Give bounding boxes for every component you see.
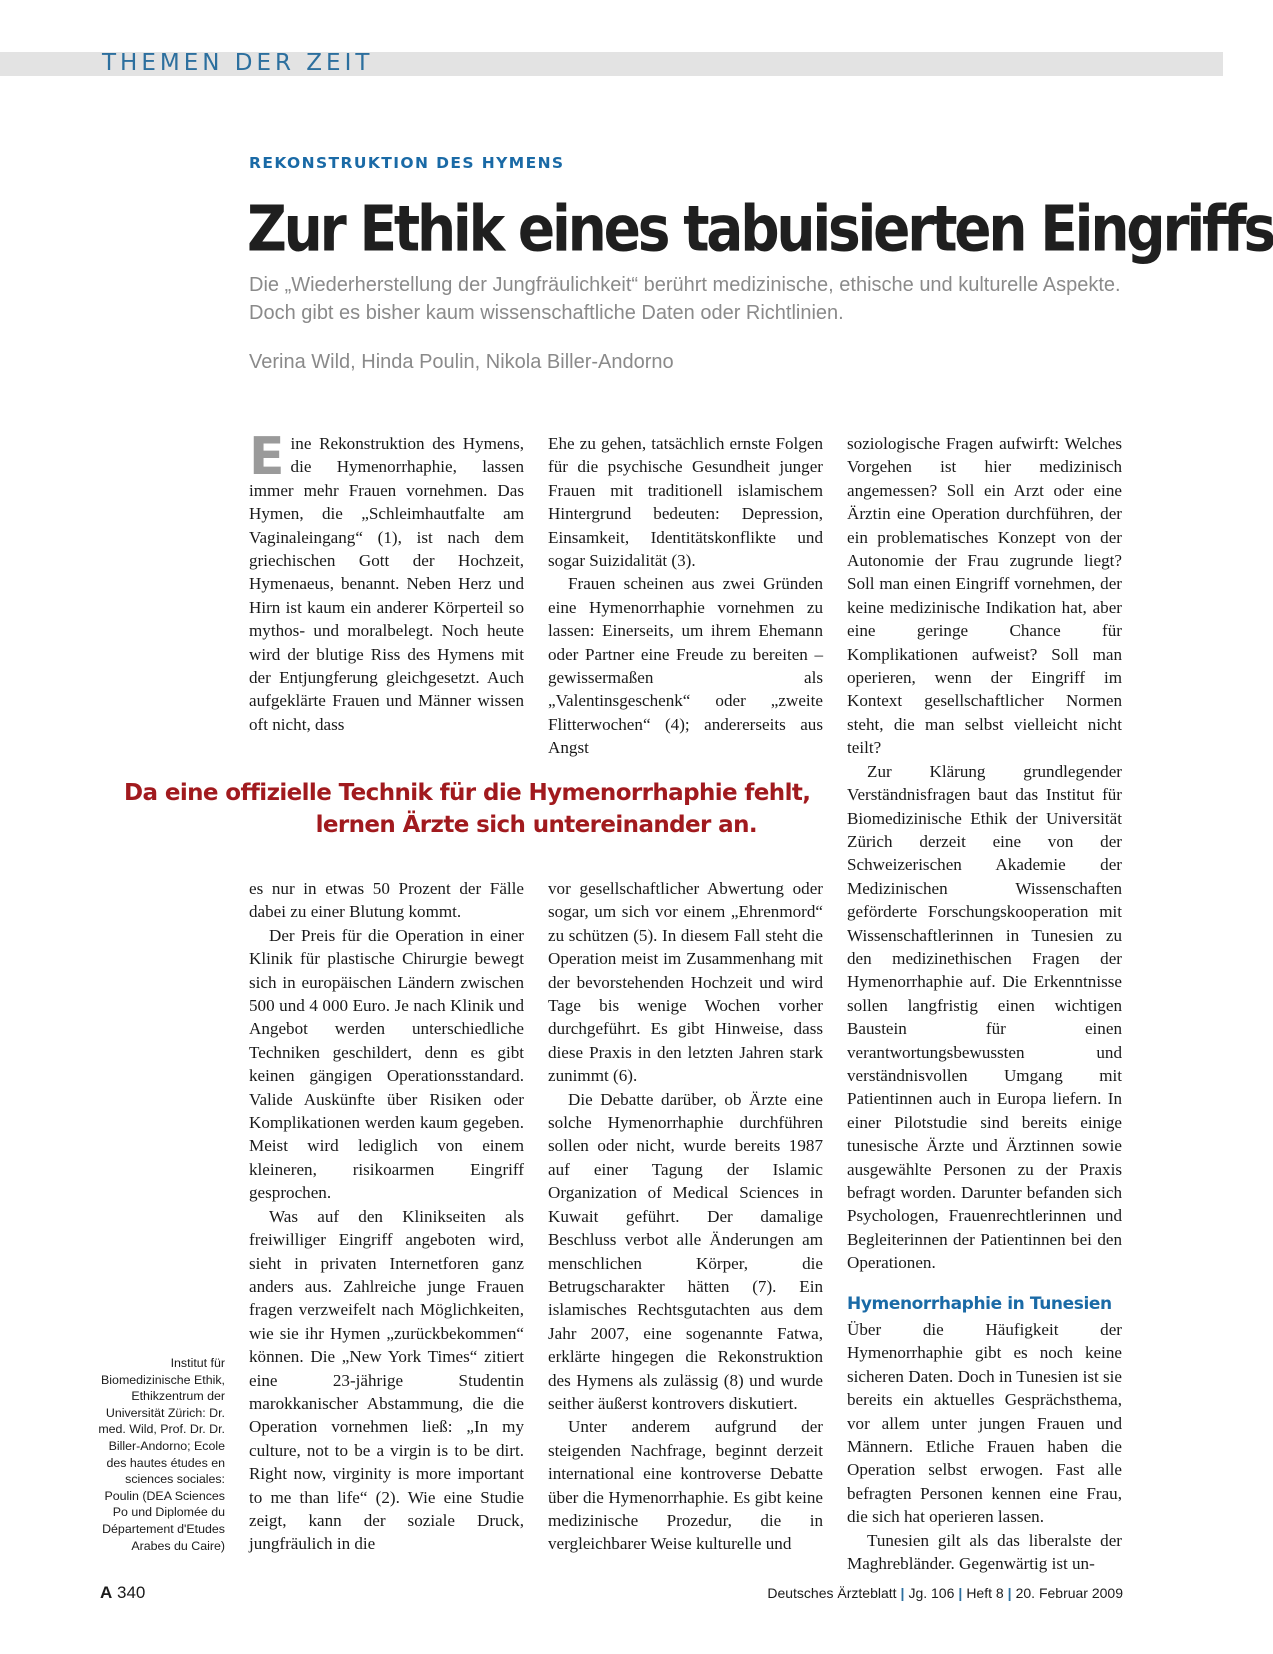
- paragraph: Tunesien gilt als das liberalste der Maghrebländer. Gegenwärtig ist un-: [847, 1530, 1122, 1574]
- separator: |: [900, 1585, 905, 1601]
- article-kicker: REKONSTRUKTION DES HYMENS: [249, 154, 565, 172]
- paragraph: Unter anderem aufgrund der steigenden Nachfrage, beginnt derzeit international eine kontroverse Debatte über die Hymenorrhaphie. Es gibt keine medizinische Prozedur, die in vergleichbarer Weise kulturelle und: [548, 1417, 823, 1554]
- column-1-top: [249, 427, 524, 738]
- paragraph: Zur Klärung grundlegender Verständnisfragen baut das Institut für Biomedizinische Ethik der Universität Zürich derzeit eine von der Schweizerischen Akademie der Medizinischen Wissenschaften geförderte Forschungskooperation mit Wissenschaftlerinnen in Tunesien zu den medizinethischen Fragen der Hymenorrhaphie auf. Die Erkenntnisse sollen langfristig einen wichtigen Baustein für einen verantwortungsbewussten und verständnisvollen Umgang mit Patientinnen auch in Europa liefern. In einer Pilotstudie sind bereits einige tunesische Ärzte und Ärztinnen sowie ausgewählte Personen zu der Praxis befragt worden. Darunter befanden sich Psychologen, Frauenrechtlerinnen und Begleiterinnen der Patientinnen bei den Operationen.: [847, 761, 1122, 1273]
- page-number-value: 340: [117, 1583, 146, 1602]
- pull-quote: [124, 777, 811, 841]
- pull-quote-line: lernen Ärzte sich untereinander an.: [315, 812, 757, 838]
- paragraph: es nur in etwas 50 Prozent der Fälle dabei zu einer Blutung kommt.: [249, 879, 524, 922]
- column-2-top: [548, 432, 823, 758]
- column-1-bottom: [249, 877, 524, 1562]
- paragraph: Die Debatte darüber, ob Ärzte eine solche Hymenorrhaphie durchführen sollen oder nicht, wurde bereits 1987 auf einer Tagung der Islamic Organization of Medical Sciences in Kuwait geführt. Der damalige Beschluss verbot alle Änderungen am menschlichen Körper, die Betrugscharakter hätten (7). Ein islamisches Rechtsgutachten aus dem Jahr 2007, eine sogenannte Fatwa, erklärte hingegen die Rekonstruktion des Hymens als zulässig (8) und wurde seither äußerst kontrovers diskutiert.: [548, 1089, 823, 1413]
- page-number: [100, 1583, 145, 1603]
- paragraph: [249, 427, 524, 736]
- column-3: [847, 432, 1122, 1574]
- paragraph-text: ine Rekonstruktion des Hymens, die Hymenorrhaphie, lassen immer mehr Frauen vornehmen. Das Hymen, die „Schleimhautfalte am Vaginaleingang“ (1), ist nach dem griechischen Gott der Hochzeit, Hymenaeus, benannt. Neben Herz und Hirn ist kaum ein anderer Körperteil so mythos- und moralbelegt. Noch heute wird der blutige Riss des Hymens mit der Entjungferung gleichgesetzt. Auch aufgeklärte Frauen und Männer wissen oft nicht, dass: [249, 434, 524, 734]
- paragraph: Über die Häufigkeit der Hymenorrhaphie gibt es noch keine sicheren Daten. Doch in Tunesien ist sie bereits ein aktuelles Gesprächsthema, vor allem unter jungen Frauen und Männern. Etliche Frauen haben die Operation selbst erwogen. Fast alle befragten Personen kennen eine Frau, die sich hat operieren lassen.: [847, 1320, 1122, 1527]
- journal-date: 20. Februar 2009: [1015, 1585, 1123, 1601]
- separator: |: [1007, 1585, 1012, 1601]
- section-tag: THEMEN DER ZEIT: [102, 50, 374, 76]
- paragraph: Was auf den Klinikseiten als freiwilliger Eingriff angeboten wird, sieht in privaten Internetforen ganz anders aus. Zahlreiche junge Frauen fragen verzweifelt nach Möglichkeiten, wie sie ihr Hymen „zurückbekommen“ können. Die „New York Times“ zitiert eine 23-jährige Studentin marokkanischer Abstammung, die die Operation vornehmen ließ: „In my culture, not to be a virgin is to be dirt. Right now, virginity is more important to me than life“ (2). Wie eine Studie zeigt, kann der soziale Druck, jungfräulich in die: [249, 1206, 524, 1554]
- paragraph: soziologische Fragen aufwirft: Welches Vorgehen ist hier medizinisch angemessen? Soll ein Arzt oder eine Ärztin eine Operation durchführen, der ein problematisches Konzept von der Autonomie der Frau zugrunde liegt? Soll man einen Eingriff vornehmen, der keine medizinische Indikation hat, aber eine geringe Chance für Komplikationen aufweist? Soll man operieren, wenn der Eingriff im Kontext gesellschaftlicher Normen steht, die man selbst vielleicht nicht teilt?: [847, 434, 1122, 758]
- section-subheading: Hymenorrhaphie in Tunesien: [847, 1293, 1112, 1314]
- journal-name: Deutsches Ärzteblatt: [767, 1585, 897, 1601]
- journal-info: [767, 1585, 1123, 1601]
- page-prefix: A: [100, 1583, 113, 1602]
- drop-cap: E: [249, 427, 285, 487]
- paragraph: Der Preis für die Operation in einer Klinik für plastische Chirurgie bewegt sich in europäischen Ländern zwischen 500 und 4 000 Euro. Je nach Klinik und Angebot werden unterschiedliche Techniken geschildert, denn es gibt keinen gängigen Operationsstandard. Valide Auskünfte über Risiken oder Komplikationen werden kaum gegeben. Meist wird lediglich von einem kleineren, risikoarmen Eingriff gesprochen.: [249, 925, 524, 1203]
- paragraph: Frauen scheinen aus zwei Gründen eine Hymenorrhaphie vornehmen zu lassen: Einerseits, um ihrem Ehemann oder Partner eine Freude zu bereiten – gewissermaßen als „Valentinsgeschenk“ oder „zweite Flitterwochen“ (4); andererseits aus Angst: [548, 574, 823, 758]
- column-2-bottom: [548, 877, 823, 1562]
- author-affiliation: Institut für Biomedizinische Ethik, Ethikzentrum der Universität Zürich: Dr. med. Wild, Prof. Dr. Dr. Biller-Andorno; Ecole des hautes études en sciences sociales: Poulin (DEA Sciences Po und Diplomée du Département d'Etudes Arabes du Caire): [98, 1356, 225, 1553]
- journal-volume: Jg. 106: [908, 1585, 955, 1601]
- paragraph: vor gesellschaftlicher Abwertung oder sogar, um sich vor einem „Ehrenmord“ zu schützen (5). In diesem Fall steht die Operation meist im Zusammenhang mit der bevorstehenden Hochzeit und wird Tage bis wenige Wochen vorher durchgeführt. Es gibt Hinweise, dass diese Praxis in den letzten Jahren stark zunimmt (6).: [548, 879, 823, 1086]
- pull-quote-line: Da eine offizielle Technik für die Hymenorrhaphie fehlt,: [124, 780, 811, 806]
- journal-issue: Heft 8: [966, 1585, 1004, 1601]
- paragraph: Ehe zu gehen, tatsächlich ernste Folgen für die psychische Gesundheit junger Frauen mit traditionell islamischem Hintergrund bedeuten: Depression, Einsamkeit, Identitätskonflikte und sogar Suizidalität (3).: [548, 434, 823, 571]
- article-subtitle: Die „Wiederherstellung der Jungfräulichkeit“ berührt medizinische, ethische und kulturelle Aspekte. Doch gibt es bisher kaum wissenschaftliche Daten oder Richtlinien.: [249, 274, 1121, 324]
- article-authors: Verina Wild, Hinda Poulin, Nikola Biller-Andorno: [249, 351, 674, 373]
- separator: |: [958, 1585, 963, 1601]
- article-title: Zur Ethik eines tabuisierten Eingriffs: [247, 192, 1273, 266]
